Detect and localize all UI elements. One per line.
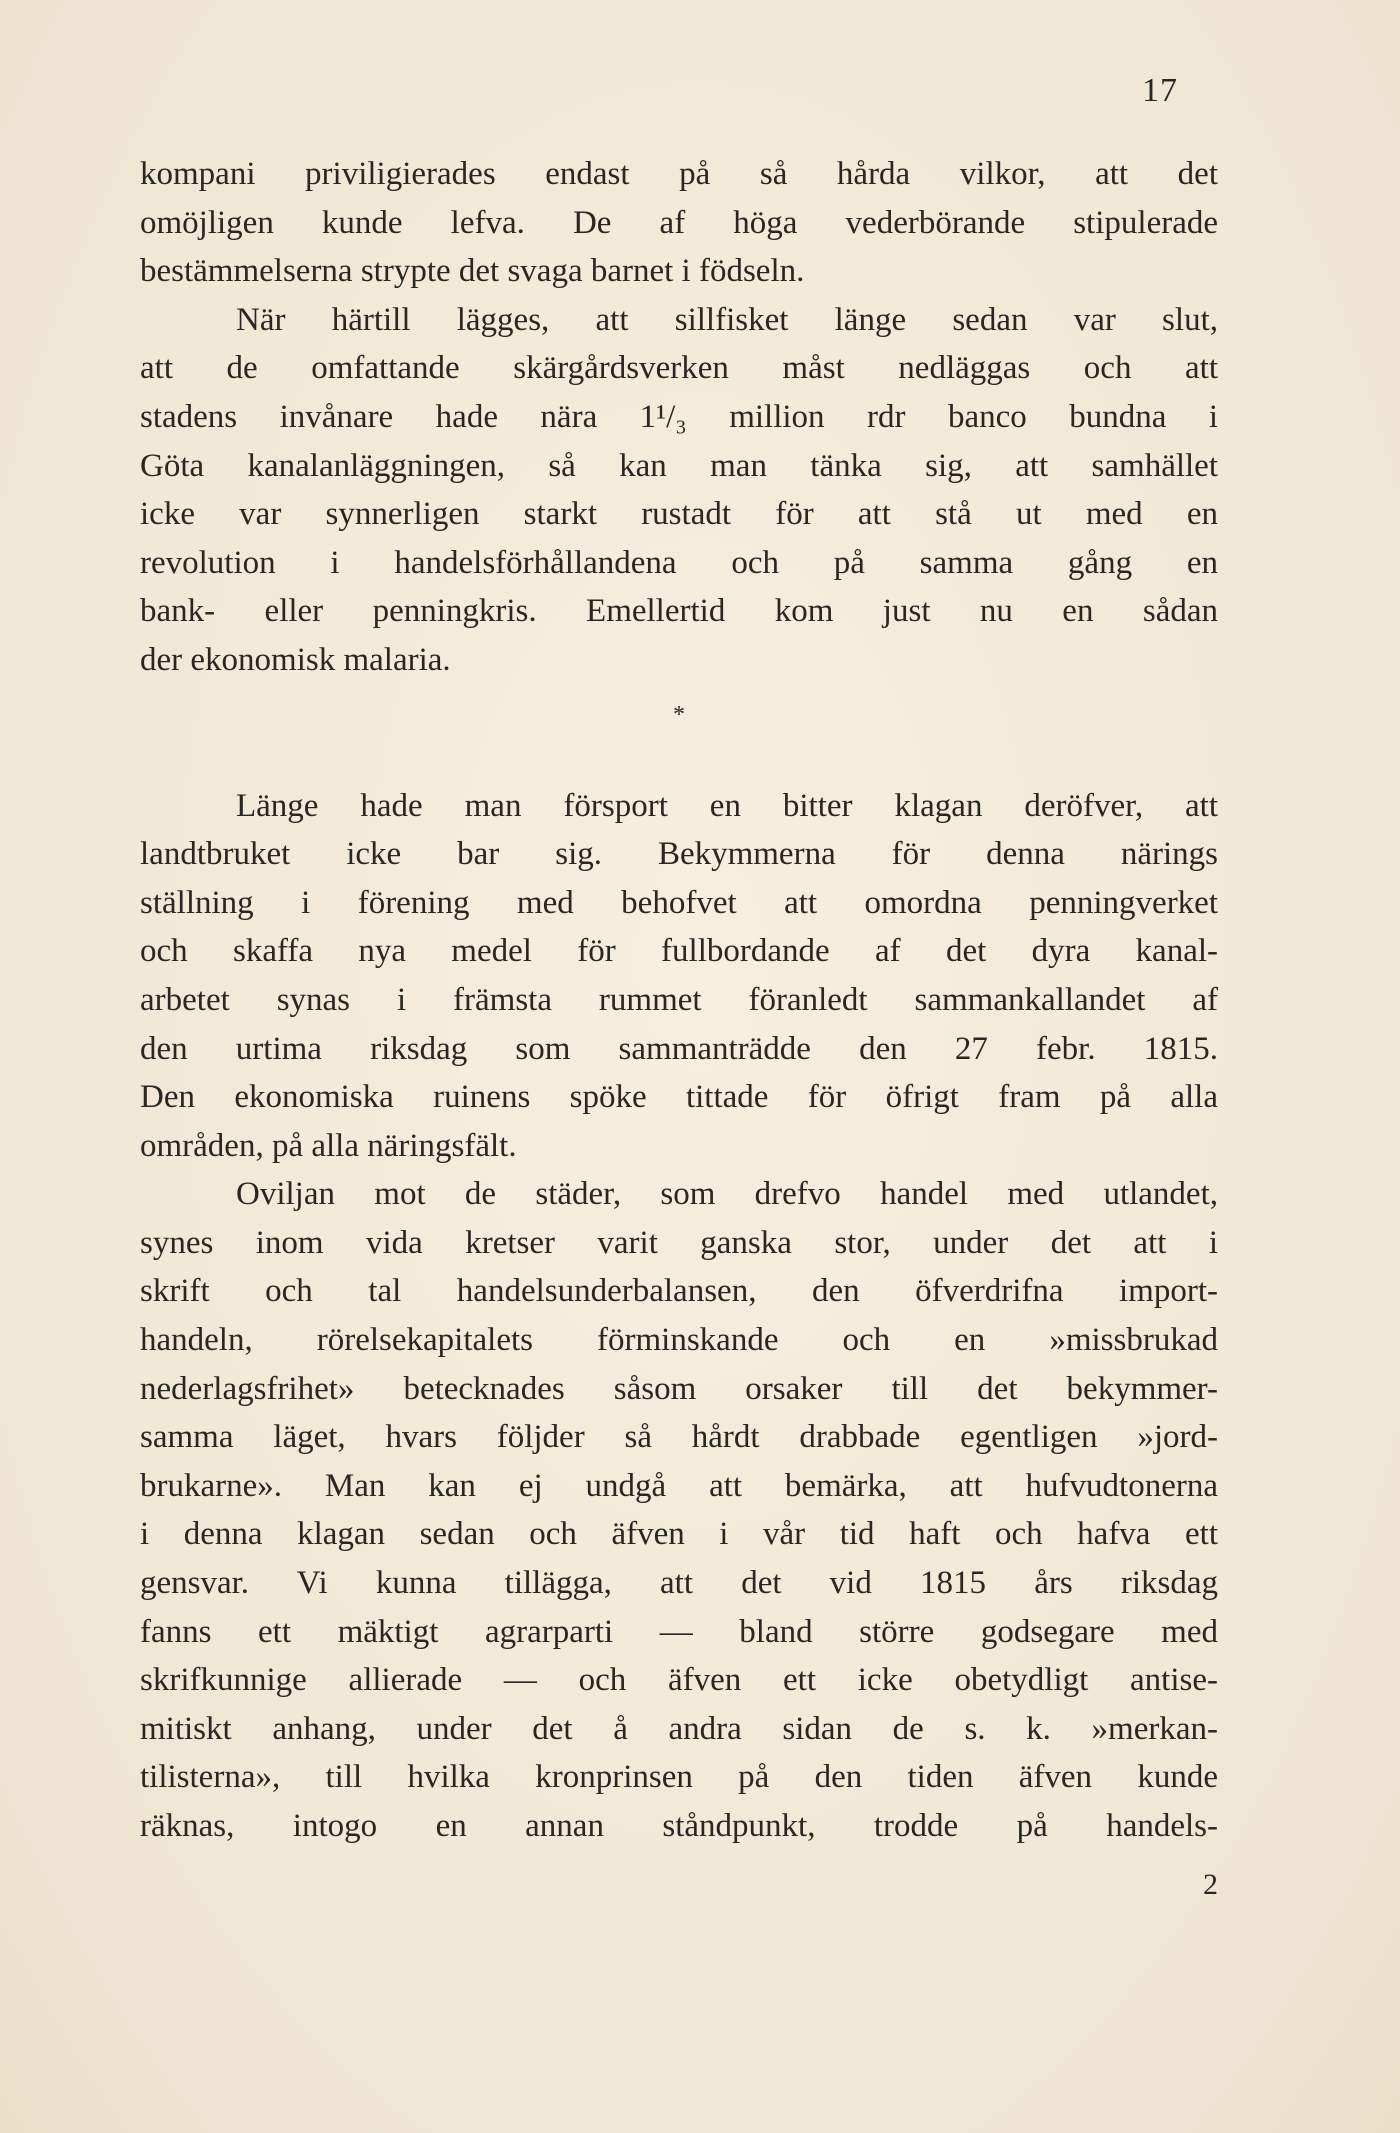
text-line: räknas, intogo en annan ståndpunkt, trodde på handels-: [140, 1808, 1218, 1844]
text-line: områden, på alla näringsfält.: [140, 1127, 517, 1164]
text-line: landtbruket icke bar sig. Bekymmerna för denna närings: [140, 836, 1218, 873]
text-line: handeln, rörelsekapitalets förminskande och en »missbrukad: [140, 1322, 1218, 1359]
text-line: ställning i förening med behofvet att omordna penningverket: [140, 884, 1218, 921]
text-line: tilisterna», till hvilka kronprinsen på den tiden äfven kunde: [140, 1759, 1218, 1796]
text-line: brukarne». Man kan ej undgå att bemärka, att hufvudtonerna: [140, 1467, 1218, 1504]
section-ornament: *: [673, 701, 685, 728]
text-line: der ekonomisk malaria.: [140, 641, 451, 678]
text-line: Oviljan mot de städer, som drefvo handel med utlandet,: [236, 1176, 1218, 1213]
text-line: i denna klagan sedan och äfven i vår tid haft och hafva ett: [140, 1516, 1218, 1553]
text-line: Länge hade man försport en bitter klagan deröfver, att: [236, 787, 1218, 824]
text-line: skrift och tal handelsunderbalansen, den öfverdrifna import-: [140, 1273, 1218, 1310]
body-text: [140, 150, 1218, 1851]
text-line: att de omfattande skärgårdsverken måst nedläggas och att: [140, 350, 1218, 387]
text-line: fanns ett mäktigt agrarparti — bland större godsegare med: [140, 1613, 1218, 1650]
text-line: Den ekonomiska ruinens spöke tittade för öfrigt fram på alla: [140, 1079, 1218, 1116]
text-line: revolution i handelsförhållandena och på samma gång en: [140, 544, 1218, 581]
text-line: mitiskt anhang, under det å andra sidan de s. k. »merkan-: [140, 1710, 1218, 1747]
signature-mark: 2: [1203, 1868, 1218, 1901]
text-line: nederlagsfrihet» betecknades såsom orsaker till det bekymmer-: [140, 1370, 1218, 1407]
text-line: gensvar. Vi kunna tillägga, att det vid 1815 års riksdag: [140, 1565, 1218, 1602]
text-line: synes inom vida kretser varit ganska stor, under det att i: [140, 1224, 1218, 1261]
text-line: bestämmelserna strypte det svaga barnet i födseln.: [140, 253, 805, 290]
text-line: bank- eller penningkris. Emellertid kom just nu en sådan: [140, 593, 1218, 630]
text-line: arbetet synas i främsta rummet föranledt sammankallandet af: [140, 981, 1218, 1018]
text-line: och skaffa nya medel för fullbordande af det dyra kanal-: [140, 933, 1218, 970]
text-line: stadens invånare hade nära 1¹/₃ million rdr banco bundna i: [140, 398, 1218, 435]
text-line: kompani priviligierades endast på så hårda vilkor, att det: [140, 156, 1218, 192]
text-line: skrifkunnige allierade — och äfven ett icke obetydligt antise-: [140, 1662, 1218, 1699]
text-line: Göta kanalanläggningen, så kan man tänka sig, att samhället: [140, 447, 1218, 484]
text-line: den urtima riksdag som sammanträdde den 27 febr. 1815.: [140, 1030, 1218, 1067]
text-line: samma läget, hvars följder så hårdt drabbade egentligen »jord-: [140, 1419, 1218, 1456]
text-line: När härtill lägges, att sillfisket länge sedan var slut,: [236, 301, 1218, 338]
page-number: 17: [1142, 72, 1178, 109]
text-line: omöjligen kunde lefva. De af höga vederbörande stipulerade: [140, 204, 1218, 241]
text-line: icke var synnerligen starkt rustadt för att stå ut med en: [140, 496, 1218, 533]
